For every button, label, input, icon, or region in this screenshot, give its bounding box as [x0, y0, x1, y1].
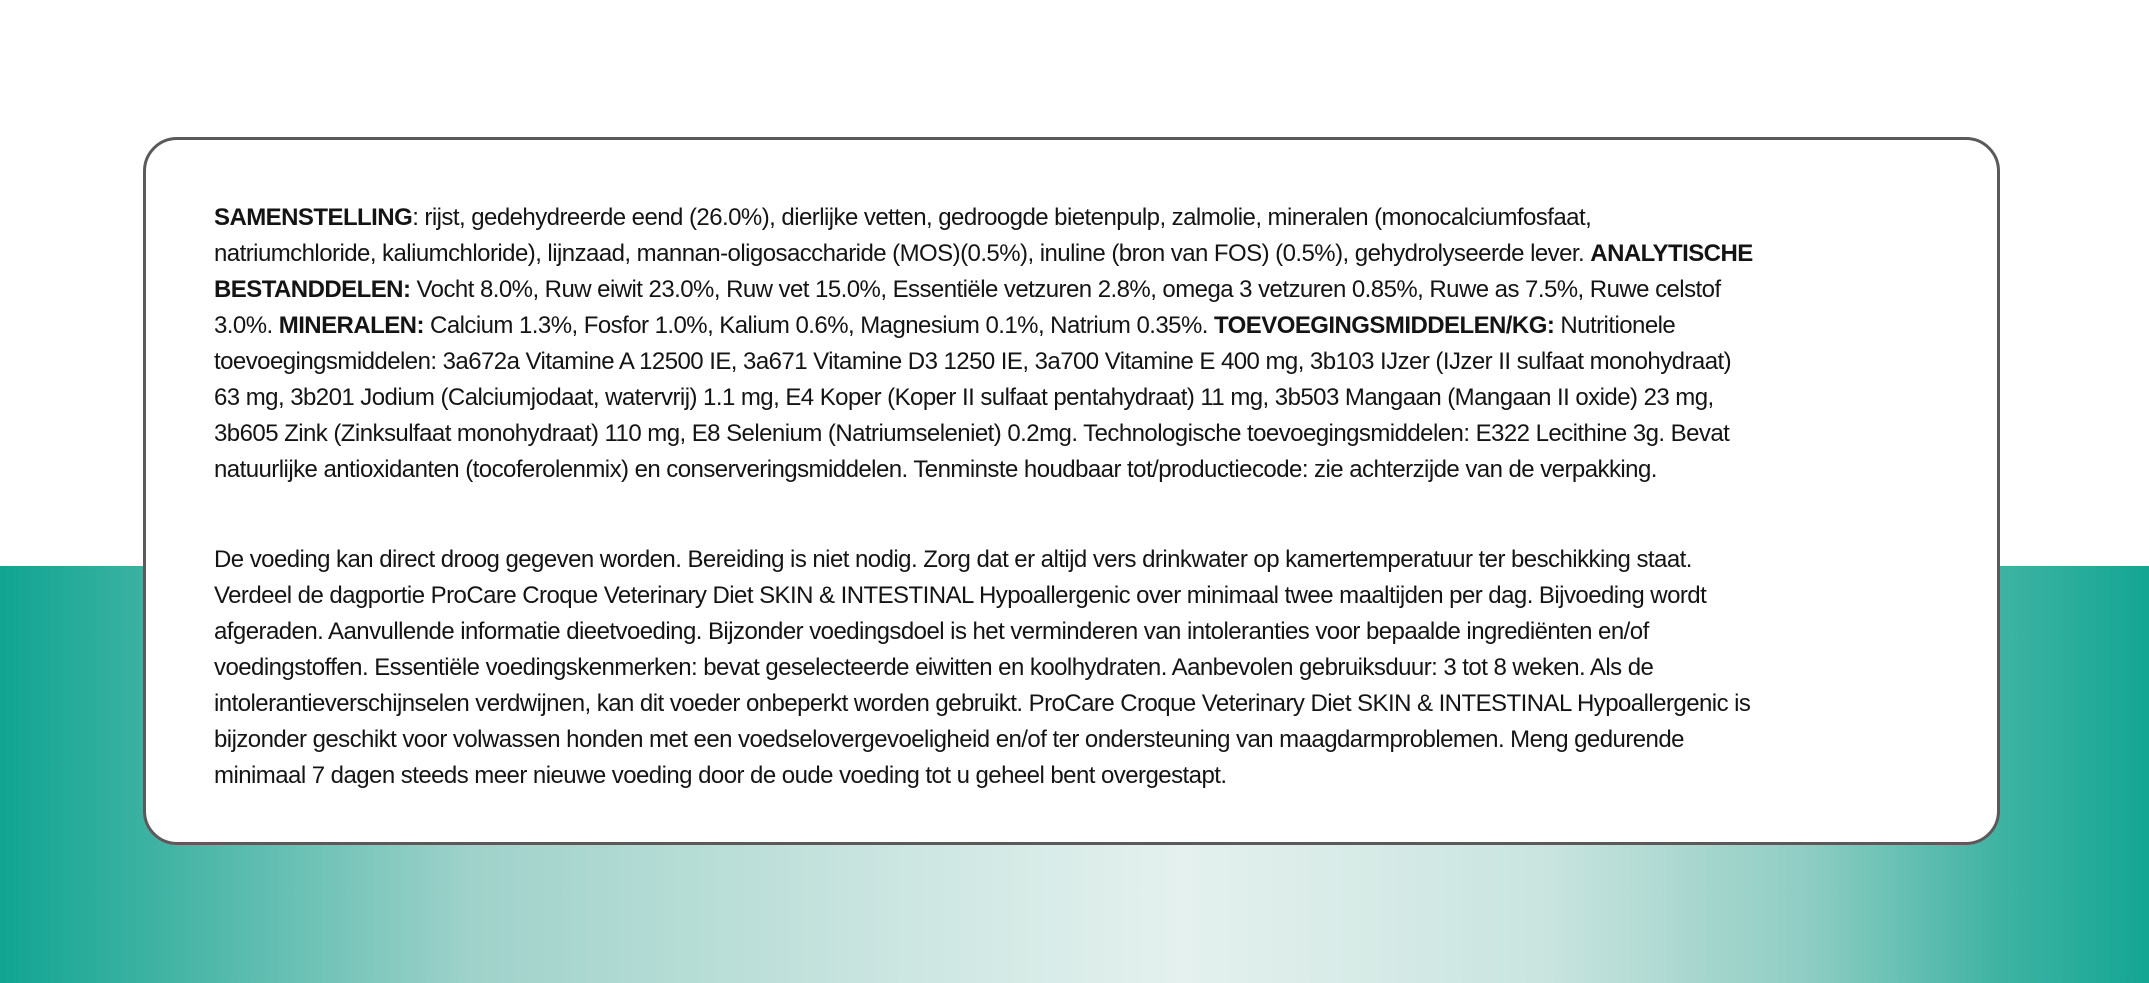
minerals-heading: MINERALEN: — [278, 312, 424, 339]
additives-heading: TOEVOEGINGSMIDDELEN/KG: — [1214, 312, 1555, 339]
composition-text: : rijst, gedehydreerde eend (26.0%), dierlijke vetten, gedroogde bietenpulp, zalmolie, mineralen (monocalciumfosfaat, natriumchloride, kaliumchloride), lijnzaad, mannan-oligosaccharide (MOS)(0.5%), inuline (bron van FOS) (0.5%), gehydrolyseerde lever. — [214, 204, 1592, 267]
analytical-text: Vocht 8.0%, Ruw eiwit 23.0%, Ruw vet 15.0%, Essentiële vetzuren 2.8%, omega 3 vetzuren 0.85%, Ruwe as 7.5%, Ruwe celstof 3.0%. — [214, 276, 1721, 339]
composition-heading: SAMENSTELLING — [214, 204, 413, 231]
usage-paragraph: De voeding kan direct droog gegeven worden. Bereiding is niet nodig. Zorg dat er altijd vers drinkwater op kamertemperatuur ter beschikking staat. Verdeel de dagportie ProCare Croque Veterinary Diet SKIN & INTESTINAL Hypoallergenic over minimaal twee maaltijden per dag. Bijvoeding wordt afgeraden. Aanvullende informatie dieetvoeding. Bijzonder voedingsdoel is het verminderen van intoleranties voor bepaalde ingrediënten en/of voedingstoffen. Essentiële voedingskenmerken: bevat geselecteerde eiwitten en koolhydraten. Aanbevolen gebruiksduur: 3 tot 8 weken. Als de intolerantieverschijnselen verdwijnen, kan dit voeder onbeperkt worden gebruikt. ProCare Croque Veterinary Diet SKIN & INTESTINAL Hypoallergenic is bijzonder geschikt voor volwassen honden met een voedselovergevoeligheid en/of ter ondersteuning van maagdarmproblemen. Meng gedurende minimaal 7 dagen steeds meer nieuwe voeding door de oude voeding tot u geheel bent overgestapt. — [214, 546, 1751, 789]
additives-text: Nutritionele toevoegingsmiddelen: 3a672a Vitamine A 12500 IE, 3a671 Vitamine D3 1250 IE, 3a700 Vitamine E 400 mg, 3b103 IJzer (IJzer II sulfaat monohydraat) 63 mg, 3b201 Jodium (Calciumjodaat, watervrij) 1.1 mg, E4 Koper (Koper II sulfaat pentahydraat) 11 mg, 3b503 Mangaan (Mangaan II oxide) 23 mg, 3b605 Zink (Zinksulfaat monohydraat) 110 mg, E8 Selenium (Natriumseleniet) 0.2mg. Technologische toevoegingsmiddelen: E322 Lecithine 3g. Bevat natuurlijke antioxidanten (tocoferolenmix) en conserveringsmiddelen. Tenminste houdbaar tot/productiecode: zie achterzijde van de verpakking. — [214, 312, 1732, 483]
label-info-card — [143, 137, 2000, 845]
analytical-heading: ANALYTISCHE BESTANDDELEN: — [214, 240, 1753, 303]
composition-paragraph — [214, 200, 1927, 488]
minerals-text: Calcium 1.3%, Fosfor 1.0%, Kalium 0.6%, Magnesium 0.1%, Natrium 0.35%. — [423, 312, 1214, 339]
